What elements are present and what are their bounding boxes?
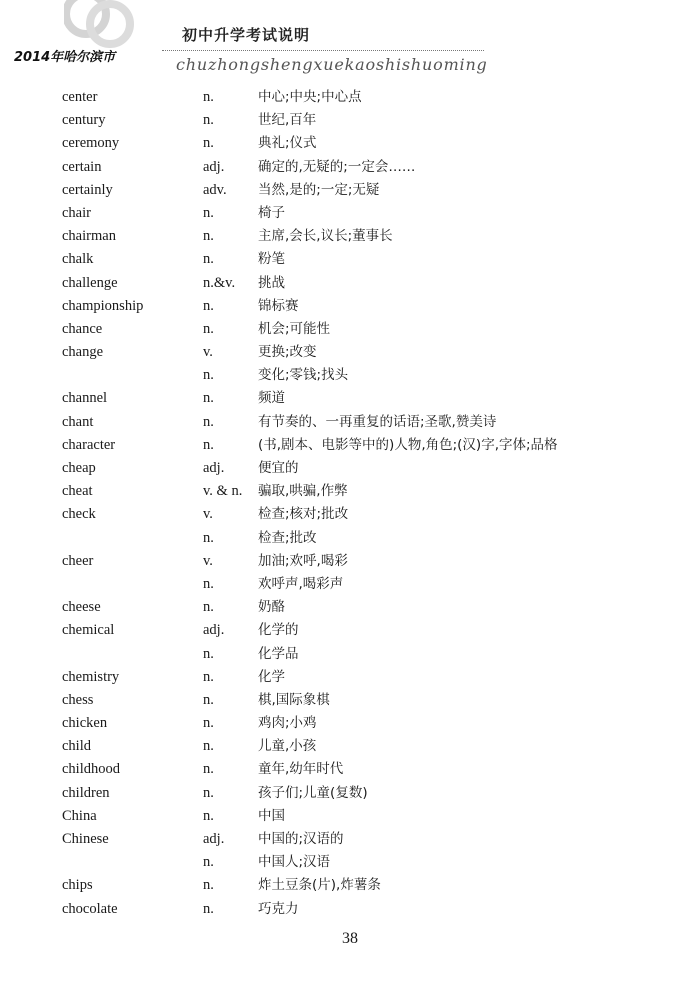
entry-word: cheat [62,483,93,500]
entry-pos: n. [203,112,214,129]
entry-word: cheese [62,599,101,616]
entry-word: century [62,112,106,129]
vocab-entry [0,758,700,781]
vocab-entry [0,364,700,387]
entry-meaning: 世纪,百年 [258,112,317,129]
entry-word: children [62,784,110,801]
entry-word: channel [62,390,108,407]
entry-pos: n. [203,413,214,430]
vocab-entry [0,202,700,225]
entry-pos: n. [203,761,214,778]
entry-pos: n. [203,645,214,662]
entry-word: championship [62,297,144,314]
entry-word: check [62,506,96,523]
entry-pos: n. [203,877,214,894]
entry-pos: n. [203,691,214,708]
entry-word: chair [62,204,91,221]
entry-word: chant [62,413,94,430]
entry-pos: v. [203,344,213,361]
entry-pos: n.&v. [203,274,236,291]
entry-pos: n. [203,89,214,105]
entry-pos: n. [203,900,214,917]
entry-meaning: 化学品 [258,645,299,662]
entry-word: chips [62,877,93,894]
entry-pos: n. [203,297,214,314]
entry-meaning: 巧克力 [258,900,299,917]
entry-pos: n. [203,529,214,546]
entry-pos: n. [203,738,214,755]
entry-meaning: 更换;改变 [258,344,317,361]
vocab-entry [0,341,700,364]
entry-pos: adv. [203,181,227,198]
entry-word: chairman [62,228,116,245]
entry-meaning: 确定的,无疑的;一定会…… [258,158,416,175]
entry-pos: n. [203,367,214,384]
entry-pos: v. & n. [203,483,243,500]
vocab-entry [0,295,700,318]
entry-word: center [62,89,98,105]
entry-meaning: 典礼;仪式 [258,135,317,152]
entry-word: cheap [62,460,96,476]
vocab-entry [0,666,700,689]
entry-meaning: 椅子 [258,204,285,221]
vocab-entry [0,86,700,109]
vocab-entry [0,318,700,341]
entry-word: Chinese [62,831,109,847]
entry-meaning: 当然,是的;一定;无疑 [258,181,380,198]
entry-pos: n. [203,135,214,152]
vocab-entry [0,156,700,179]
entry-word: child [62,738,91,755]
entry-word: certain [62,158,102,175]
entry-meaning: 中心;中央;中心点 [258,89,362,105]
entry-pos: n. [203,854,214,871]
entry-meaning: 化学的 [258,622,299,639]
vocab-entry [0,782,700,805]
entry-meaning: 化学 [258,668,285,685]
vocab-entry [0,851,700,874]
header-divider [162,50,484,51]
vocab-entry [0,898,700,921]
entry-meaning: (书,剧本、电影等中的)人物,角色;(汉)字,字体;品格 [258,436,558,453]
entry-meaning: 主席,会长,议长;董事长 [258,228,393,245]
entry-word: chocolate [62,900,118,917]
entry-word: chicken [62,715,108,732]
entry-meaning: 加油;欢呼,喝彩 [258,552,348,569]
header-year-city: 2014年哈尔滨市 [14,50,116,65]
vocab-entry [0,132,700,155]
entry-pos: v. [203,552,213,569]
entry-pos: n. [203,575,214,592]
entry-word: chemical [62,622,115,639]
entry-pos: n. [203,320,214,337]
entry-word: certainly [62,181,113,198]
entry-word: change [62,344,104,361]
vocab-entry [0,503,700,526]
entry-word: character [62,436,116,453]
entry-word: ceremony [62,135,120,152]
vocab-entry [0,387,700,410]
entry-pos: n. [203,228,214,245]
entry-pos: n. [203,390,214,407]
vocab-entry [0,480,700,503]
vocab-entry [0,527,700,550]
entry-meaning: 棋,国际象棋 [258,691,330,708]
entry-meaning: 变化;零钱;找头 [258,367,349,384]
entry-pos: n. [203,251,214,268]
entry-meaning: 孩子们;儿童(复数) [258,784,368,801]
entry-pos: v. [203,506,213,523]
vocab-entry [0,411,700,434]
vocab-entry [0,689,700,712]
entry-pos: n. [203,715,214,732]
entry-word: chess [62,691,94,708]
entry-meaning: 检查;批改 [258,529,317,546]
entry-pos: adj. [203,460,225,476]
entry-pos: n. [203,204,214,221]
entry-pos: adj. [203,622,225,639]
entry-word: childhood [62,761,120,778]
entry-pos: n. [203,668,214,685]
vocab-entry [0,874,700,897]
entry-meaning: 中国人;汉语 [258,854,331,871]
vocab-entry [0,272,700,295]
entry-pos: n. [203,807,214,824]
entry-pos: adj. [203,831,225,847]
entry-word: chemistry [62,668,120,685]
entry-pos: n. [203,436,214,453]
vocab-entry [0,596,700,619]
header-pinyin: chuzhongshengxuekaoshishuoming [176,55,488,74]
entry-meaning: 儿童,小孩 [258,738,317,755]
vocabulary-list [0,86,700,921]
vocab-entry [0,573,700,596]
entry-pos: n. [203,599,214,616]
entry-meaning: 检查;核对;批改 [258,506,349,523]
entry-meaning: 有节奏的、一再重复的话语;圣歌,赞美诗 [258,413,497,430]
entry-word: chalk [62,251,94,268]
entry-meaning: 频道 [258,390,285,407]
entry-word: China [62,807,97,824]
page-number: 38 [342,930,358,947]
vocab-entry [0,828,700,851]
vocab-entry [0,225,700,248]
entry-meaning: 中国的;汉语的 [258,831,344,847]
entry-meaning: 欢呼声,喝彩声 [258,575,344,592]
entry-word: chance [62,320,103,337]
entry-meaning: 炸土豆条(片),炸薯条 [258,877,381,894]
entry-meaning: 挑战 [258,274,285,291]
entry-meaning: 便宜的 [258,460,299,476]
vocab-entry [0,805,700,828]
entry-meaning: 粉笔 [258,251,285,268]
entry-meaning: 童年,幼年时代 [258,761,344,778]
entry-word: cheer [62,552,94,569]
vocab-entry [0,619,700,642]
entry-meaning: 中国 [258,807,285,824]
entry-pos: n. [203,784,214,801]
entry-meaning: 骗取,哄骗,作弊 [258,483,348,500]
entry-meaning: 锦标赛 [258,297,299,314]
vocab-entry [0,248,700,271]
vocab-entry [0,434,700,457]
entry-pos: adj. [203,158,225,175]
vocab-entry [0,109,700,132]
vocab-entry [0,457,700,480]
vocab-entry [0,179,700,202]
vocab-entry [0,643,700,666]
vocab-entry [0,712,700,735]
vocab-entry [0,550,700,573]
entry-meaning: 机会;可能性 [258,320,331,337]
entry-meaning: 奶酪 [258,599,285,616]
entry-meaning: 鸡肉;小鸡 [258,715,317,732]
entry-word: challenge [62,274,118,291]
vocab-entry [0,735,700,758]
header-title: 初中升学考试说明 [182,26,311,44]
